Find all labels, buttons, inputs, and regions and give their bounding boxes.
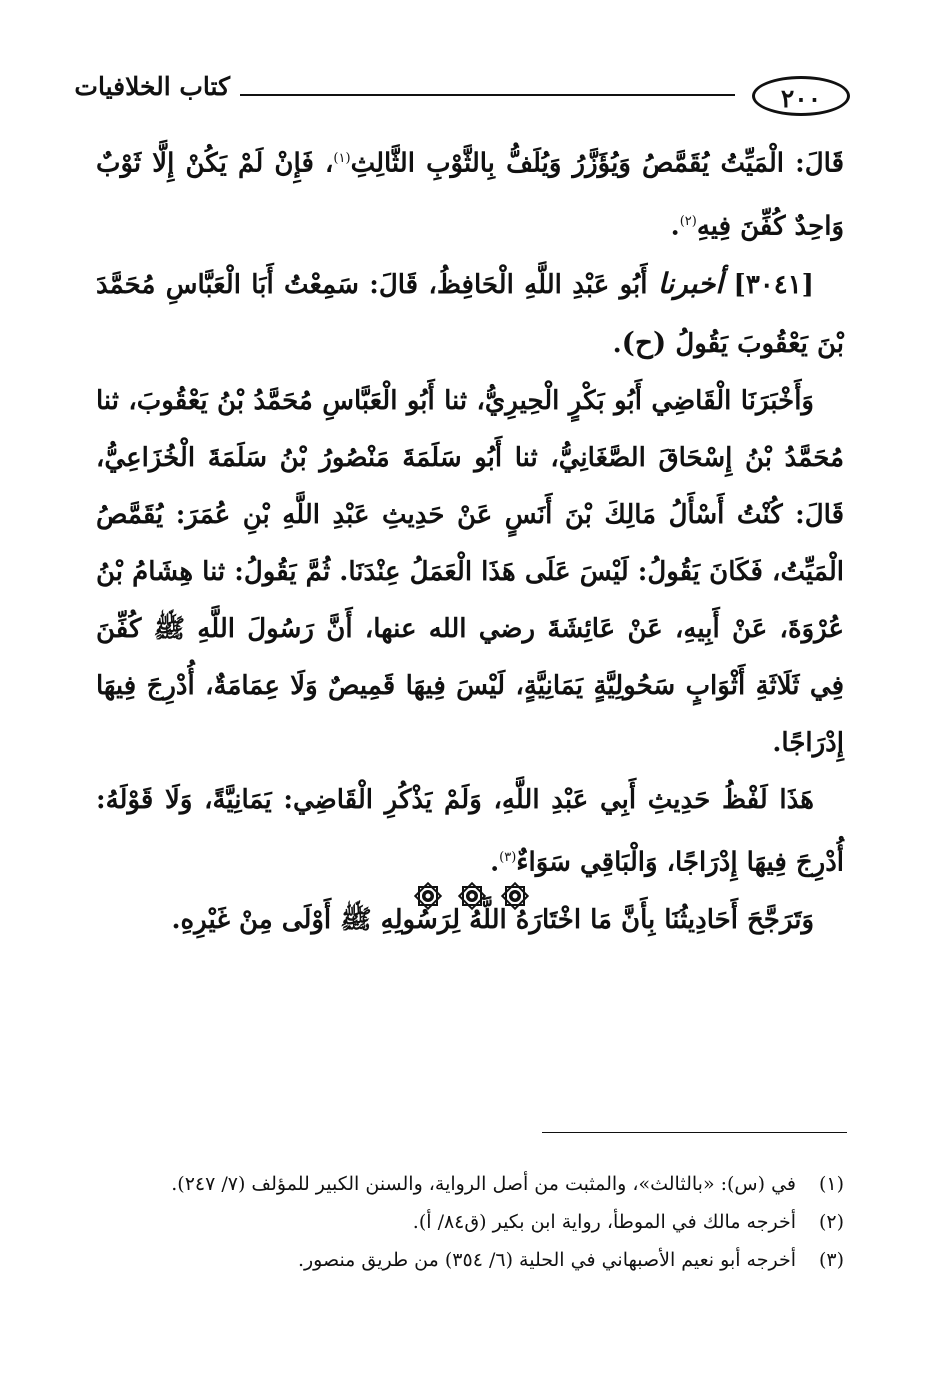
- paragraph-5: وَتَرَجَّحَ أَحَادِيثُنَا بِأَنَّ مَا اخْتَارَهُ اللَّهُ لِرَسُولِهِ ﷺ أَوْلَى مِنْ غَيْرِهِ.: [171, 904, 814, 935]
- page-number: ٢٠٠: [752, 76, 850, 116]
- footnotes: [96, 1165, 844, 1279]
- book-title: كتاب الخلافيات: [74, 72, 230, 101]
- footnote-text: في (س): «بالثالث»، والمثبت من أصل الرواية، والسنن الكبير للمؤلف (٧/ ٢٤٧).: [171, 1173, 796, 1195]
- footnote-number: (٣): [818, 1249, 844, 1271]
- running-header: [74, 70, 850, 130]
- footnote-text: أخرجه مالك في الموطأ، رواية ابن بكير (ق٨٤/ أ).: [412, 1211, 796, 1233]
- footnote-3: [96, 1241, 844, 1279]
- paragraph-3: وَأَخْبَرَنَا الْقَاضِي أَبُو بَكْرٍ الْحِيرِيُّ، ثنا أَبُو الْعَبَّاسِ مُحَمَّدُ بْنُ يَعْقُوبَ، ثنا مُحَمَّدُ بْنُ إِسْحَاقَ الصَّغَانِيُّ، ثنا أَبُو سَلَمَةَ مَنْصُورُ بْنُ سَلَمَةَ الْخُزَاعِيُّ، قَالَ: كُنْتُ أَسْأَلُ مَالِكَ بْنَ أَنَسٍ عَنْ حَدِيثِ عَبْدِ اللَّهِ بْنِ عُمَرَ: يُقَمَّصُ الْمَيِّتُ، فَكَانَ يَقُولُ: لَيْسَ عَلَى هَذَا الْعَمَلُ عِنْدَنَا. ثُمَّ يَقُولُ: ثنا هِشَامُ بْنُ عُرْوَةَ، عَنْ أَبِيهِ، عَنْ عَائِشَةَ رضي الله عنها، أَنَّ رَسُولَ اللَّهِ ﷺ كُفِّنَ فِي ثَلَاثَةِ أَثْوَابٍ سَحُولِيَّةٍ يَمَانِيَّةٍ، لَيْسَ فِيهَا قَمِيصٌ وَلَا عِمَامَةٌ، أُدْرِجَ فِيهَا إِدْرَاجًا.: [96, 386, 844, 759]
- footnote-2: [96, 1203, 844, 1241]
- hadith-verb: أخبرنا: [657, 267, 724, 301]
- main-text: [96, 130, 844, 949]
- paragraph-hadith-3041: [٣٠٤١] أخبرنا أَبُو عَبْدِ اللَّهِ الْحَافِظُ، قَالَ: سَمِعْتُ أَبَا الْعَبَّاسِ مُحَمَّدَ بْنَ يَعْقُوبَ يَقُولُ (ح).: [96, 267, 844, 360]
- footnote-number: (٢): [818, 1211, 844, 1233]
- paragraph-4: هَذَا لَفْظُ حَدِيثِ أَبِي عَبْدِ اللَّهِ، وَلَمْ يَذْكُرِ الْقَاضِي: يَمَانِيَّةً، وَلَا قَوْلَهُ: أُدْرِجَ فِيهَا إِدْرَاجًا، وَالْبَاقِي سَوَاءٌ$^{(٣)}$.: [96, 785, 844, 878]
- footnote-text: أخرجه أبو نعيم الأصبهاني في الحلية (٦/ ٣٥٤) من طريق منصور.: [297, 1249, 796, 1271]
- flower-ornament-icon: [412, 880, 444, 912]
- tahwil-mark: (ح): [621, 326, 667, 360]
- footnote-ref-2[interactable]: (٢): [679, 213, 697, 229]
- footnote-ref-3[interactable]: (٣): [499, 850, 517, 866]
- footnote-rule: [542, 1132, 847, 1133]
- flower-ornament-icon: [499, 880, 531, 912]
- hadith-number: [٣٠٤١]: [733, 270, 814, 301]
- flower-ornament-icon: [456, 880, 488, 912]
- header-rule: [240, 94, 735, 96]
- footnote-number: (١): [818, 1173, 844, 1195]
- footnote-ref-1[interactable]: (١): [333, 151, 351, 166]
- paragraph-1: قَالَ: الْمَيِّتُ يُقَمَّصُ وَيُؤَزَّرُ وَيُلَفُّ بِالثَّوْبِ الثَّالِثِ$^{(١)}$، فَإِنْ لَمْ يَكُنْ إِلَّا ثَوْبٌ وَاحِدٌ كُفِّنَ فِيهِ$^{(٢)}$.: [96, 148, 844, 242]
- footnote-1: [96, 1165, 844, 1203]
- section-separator: [0, 880, 943, 912]
